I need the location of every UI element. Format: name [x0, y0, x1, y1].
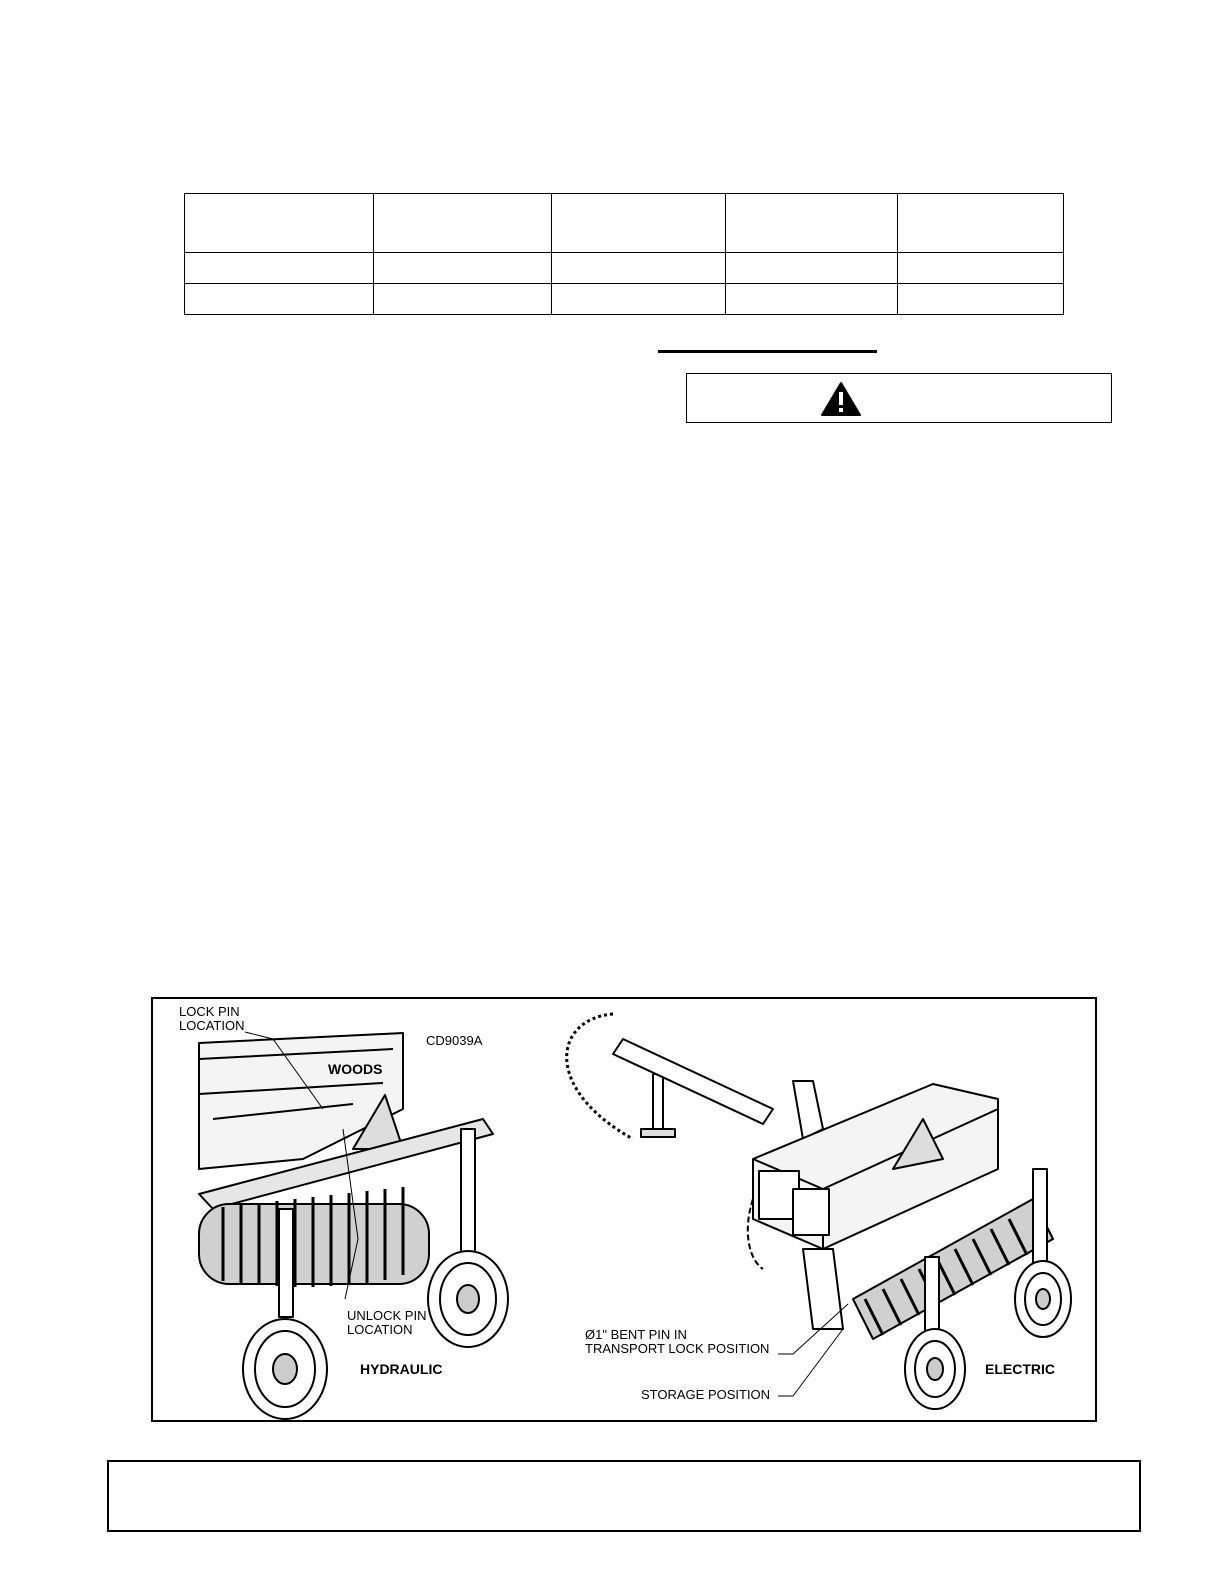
equipment-figure	[151, 997, 1097, 1422]
table-cell	[552, 253, 726, 284]
table-cell	[552, 284, 726, 315]
table-cell	[374, 253, 552, 284]
figure-code-label: CD9039A	[426, 1033, 483, 1048]
section-heading-rule	[658, 350, 877, 353]
storage-position-label: STORAGE POSITION	[641, 1387, 771, 1402]
unlock-pin-location-label: UNLOCK PIN LOCATION	[347, 1308, 427, 1337]
table-header-cell	[726, 194, 898, 253]
table-row	[185, 253, 1064, 284]
brand-text: WOODS	[328, 1061, 383, 1077]
table-cell	[185, 284, 374, 315]
table-cell	[726, 253, 898, 284]
footer-box	[107, 1460, 1141, 1532]
table-header-cell	[374, 194, 552, 253]
warning-triangle-icon	[820, 381, 862, 417]
table-header-cell	[898, 194, 1064, 253]
table-header-cell	[552, 194, 726, 253]
bent-pin-label: Ø1" BENT PIN IN TRANSPORT LOCK POSITION	[585, 1327, 770, 1356]
table-cell	[374, 284, 552, 315]
specification-table	[184, 193, 1064, 315]
table-header-cell	[185, 194, 374, 253]
lock-pin-location-label: LOCK PIN LOCATION	[179, 1004, 245, 1033]
warning-box	[686, 373, 1112, 423]
hydraulic-label: HYDRAULIC	[360, 1361, 443, 1377]
table-cell	[898, 253, 1064, 284]
equipment-illustration	[153, 999, 1095, 1420]
table-cell	[185, 253, 374, 284]
table-row	[185, 284, 1064, 315]
table-cell	[898, 284, 1064, 315]
table-cell	[726, 284, 898, 315]
electric-label: ELECTRIC	[985, 1361, 1055, 1377]
table-header-row	[185, 194, 1064, 253]
